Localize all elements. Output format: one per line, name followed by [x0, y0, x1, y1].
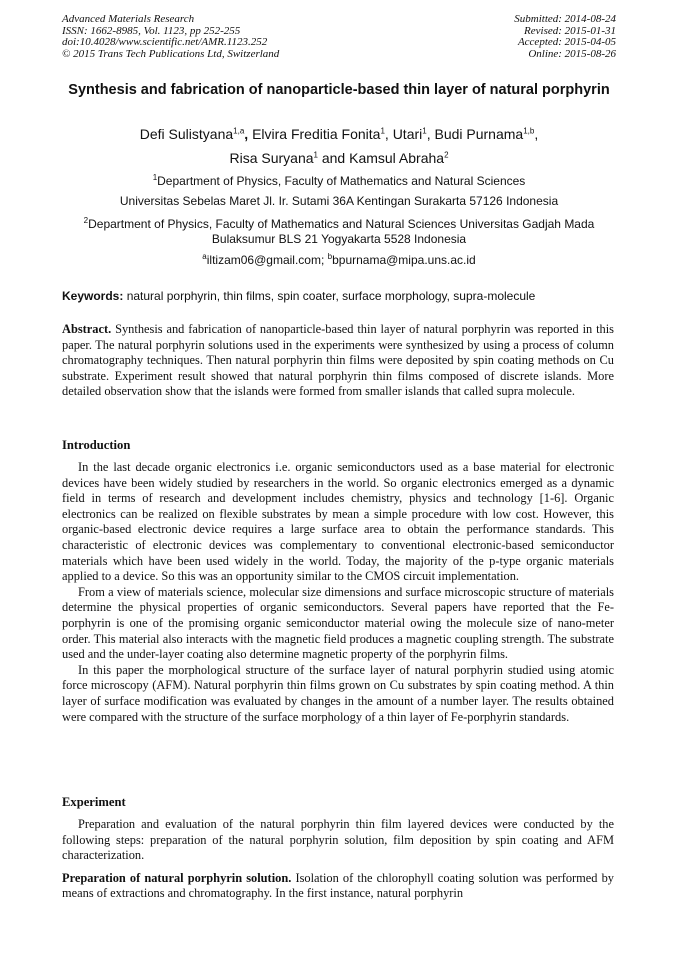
affil-mark: 2: [83, 216, 89, 225]
author-affil-mark: 1: [380, 126, 385, 136]
date-online: Online: 2015-08-26: [528, 47, 616, 60]
email-mark-a: a: [202, 252, 207, 261]
date-revised: Revised: 2015-01-31: [524, 24, 616, 37]
experiment-body: [62, 817, 614, 902]
author-affil-mark: 1,b: [523, 126, 535, 136]
journal-doi: doi:10.4028/www.scientific.net/AMR.1123.252: [62, 36, 268, 49]
author-list: [62, 122, 616, 170]
abstract-label: Abstract.: [62, 322, 112, 336]
email-a[interactable]: iltizam06@gmail.com;: [206, 253, 325, 267]
introduction-body: [62, 460, 614, 725]
author-line-1: Defi Sulistyana$^{1,a}$, Elvira Freditia Fonita$^1$, Utari$^1$, Budi Purnama$^{1,b}$,: [139, 126, 539, 142]
author-affil-mark: 1,a: [233, 126, 245, 136]
keywords-label: Keywords:: [62, 289, 124, 303]
journal-copyright: © 2015 Trans Tech Publications Ltd, Switzerland: [62, 47, 280, 60]
keywords: [62, 289, 616, 304]
journal-issn: ISSN: 1662-8985, Vol. 1123, pp 252-255: [62, 24, 241, 37]
publication-dates: [514, 14, 616, 60]
author-name: Elvira Freditia Fonita: [252, 126, 381, 142]
affil-1-line-1: Department of Physics, Faculty of Mathematics and Natural Sciences: [157, 174, 526, 188]
author-affil-mark: 1: [422, 126, 427, 136]
journal-info: [62, 14, 279, 60]
affil-1-line-2: Universitas Sebelas Maret Jl. Ir. Sutami 36A Kentingan Surakarta 57126 Indonesia: [119, 193, 559, 208]
affiliation-2: [62, 217, 616, 246]
section-heading-introduction: Introduction: [62, 438, 131, 452]
author-line-2: Risa Suryana$^1$ and Kamsul Abraha$^2$: [229, 150, 449, 166]
author-affil-mark: 1: [313, 150, 318, 160]
affil-2-text: Department of Physics, Faculty of Mathematics and Natural Sciences Universitas Gadjah Mada Bulaksumur BLS 21 Yogyakarta 5528 Indonesia: [88, 217, 595, 246]
author-name: Budi Purnama: [434, 126, 524, 142]
date-accepted: Accepted: 2015-04-05: [517, 36, 616, 49]
author-name: Utari: [392, 126, 423, 142]
intro-paragraph-2: From a view of materials science, molecular size dimensions and surface microscopic structure of materials determine the physical properties of organic semiconductors. Several papers have reported that the Fe-porphyrin is one of the promising organic semiconductor material owing the molecule size of nano-meter order. This material also interacts with the magnetic field produces a magnetic coupling strength. The substrate used and the under-layer coating also determine magnetic property of the porphyrin films.: [62, 584, 614, 662]
experiment-paragraph-2: [62, 871, 614, 902]
author-name: Risa Suryana: [229, 150, 314, 166]
section-heading-experiment: Experiment: [62, 795, 126, 809]
email-b[interactable]: bpurnama@mipa.uns.ac.id: [332, 253, 476, 267]
journal-name: Advanced Materials Research: [62, 13, 195, 25]
author-name: Defi Sulistyana: [139, 126, 234, 142]
author-affil-mark: 2: [444, 150, 449, 160]
intro-paragraph-1: In the last decade organic electronics i.e. organic semiconductors used as a base material for electronic devices have been widely studied by researchers in the world. So organic electronics emerged as a dynamic field in terms of research and development includes chemistry, physics and technology [1-6]. Organic electronics can be realized on flexible substrates by mean a simple procedure with low cost. However, this organic-based electronic device requires a large surface area to obtain the performance standards. This characteristic of electronic devices was complementary to conventional electronic-based semiconductor materials which have been used widely in the world. Today, the majority of the p-type organic materials applied to a device. So this was an opportunity similar to the CMOS circuit implementation.: [62, 460, 614, 584]
author-name: Kamsul Abraha: [349, 150, 445, 166]
date-submitted: Submitted: 2014-08-24: [514, 13, 616, 25]
email-line: [62, 253, 616, 268]
keywords-text: natural porphyrin, thin films, spin coater, surface morphology, supra-molecule: [126, 289, 536, 303]
paper-title: Synthesis and fabrication of nanoparticle-based thin layer of natural porphyrin: [68, 82, 610, 98]
subsection-lead: Preparation of natural porphyrin solution.: [62, 870, 292, 885]
experiment-paragraph-2-text: Isolation of the chlorophyll coating solution was performed by means of extractions and chromatography. In the first instance, natural porphyrin: [62, 870, 615, 901]
experiment-paragraph-1: Preparation and evaluation of the natural porphyrin thin film layered devices were conducted by the following steps: preparation of the natural porphyrin solution, film deposition by spin coating and AFM characterization.: [62, 817, 614, 863]
email-mark-b: b: [327, 252, 333, 261]
affil-mark: 1: [152, 173, 158, 182]
intro-paragraph-3: In this paper the morphological structure of the surface layer of natural porphyrin studied using atomic force microscopy (AFM). Natural porphyrin thin films grown on Cu substrates by spin coating method. A thin layer of surface modification was evaluated by changes in the amount of a number layer. The results obtained were compared with the structure of the surface morphology of a thin layer of Fe-porphyrin standards.: [62, 662, 614, 724]
affiliation-1: [62, 174, 616, 208]
abstract: [62, 322, 614, 400]
abstract-text: Synthesis and fabrication of nanoparticle-based thin layer of natural porphyrin was reported in this paper. The natural porphyrin solutions used in the experiments were synthesized by using a process of column chromatography techniques. Then natural porphyrin thin films were deposited by spin coating methods on Cu substrate. Experiment result showed that natural porphyrin thin films composed of discrete islands. More detailed observation show that the islands were formed from smaller islands that called supra molecule.: [62, 322, 614, 399]
